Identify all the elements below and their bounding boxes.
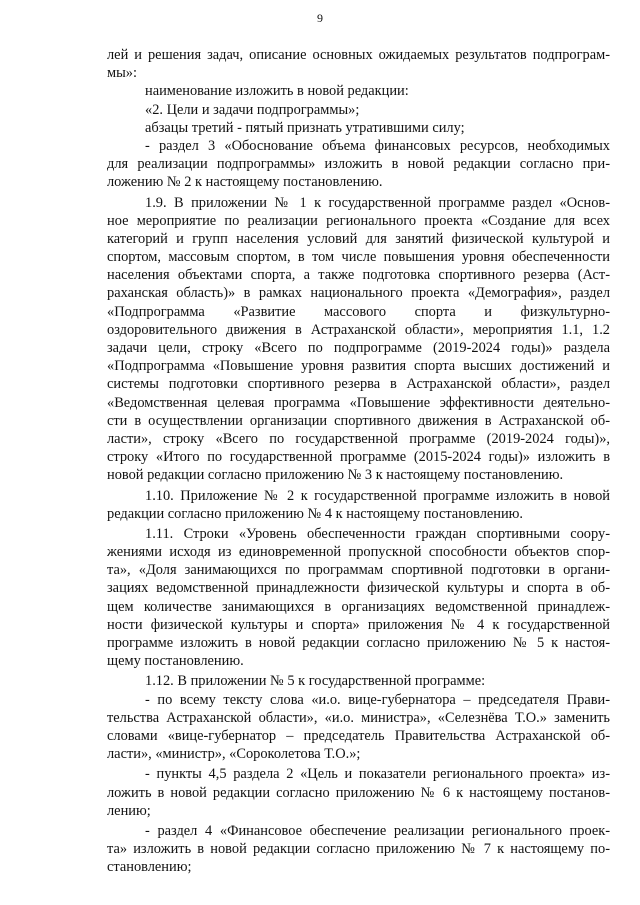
- text-line: ное мероприятие по реализации регионального проекта «Создание для всех: [107, 212, 610, 229]
- text-line: абзацы третий - пятый признать утратившими силу;: [145, 119, 465, 136]
- text-line: «Ведомственная целевая программа «Повышение эффективности деятельно-: [107, 394, 610, 411]
- text-line: мы»:: [107, 65, 137, 82]
- text-line: для реализации подпрограммы» изложить в новой редакции согласно при-: [107, 156, 610, 173]
- text-line: населения объектами спорта, а также подготовка спортивного резерва (Аст-: [107, 267, 610, 284]
- text-line: новой редакции согласно приложению № 3 к настоящему постановлению.: [107, 467, 564, 484]
- text-line: сти в осуществлении организации спортивного движения в Астраханской об-: [107, 412, 610, 429]
- text-line: ности физической культуры и спорта» приложения № 4 к государственной: [107, 616, 610, 633]
- page-number: 9: [317, 11, 323, 25]
- text-line: становлению;: [107, 859, 192, 876]
- text-line: 1.10. Приложение № 2 к государственной программе изложить в новой: [145, 487, 610, 504]
- text-line: тельства Астраханской области», «и.о. министра», «Селезнёва Т.О.» заменить: [107, 709, 610, 726]
- text-line: щему постановлению.: [107, 653, 244, 670]
- text-line: редакции согласно приложению № 4 к настоящему постановлению.: [107, 505, 524, 522]
- text-line: - раздел 3 «Обоснование объема финансовых ресурсов, необходимых: [145, 137, 610, 154]
- text-line: спортом, массовым спортом, в том числе повышения уровня обеспеченности: [107, 249, 610, 266]
- text-line: та» изложить в новой редакции согласно приложению № 7 к настоящему по-: [107, 841, 610, 858]
- text-line: лению;: [107, 802, 151, 819]
- text-line: щем количестве занимающихся в организациях ведомственной принадлеж-: [107, 598, 610, 615]
- text-line: 1.11. Строки «Уровень обеспеченности граждан спортивными соору-: [145, 525, 610, 542]
- text-line: «Подпрограмма «Развитие массового спорта и физкультурно-: [107, 303, 610, 320]
- document-body: [107, 46, 610, 876]
- text-line: жениями исходя из единовременной пропускной способности объектов спор-: [107, 544, 610, 561]
- text-line: - по всему тексту слова «и.о. вице-губернатора – председателя Прави-: [145, 691, 610, 708]
- text-line: ложить в новой редакции согласно приложению № 6 к настоящему постанов-: [107, 784, 610, 801]
- text-line: - пункты 4,5 раздела 2 «Цель и показатели регионального проекта» из-: [145, 766, 610, 783]
- text-line: системы подготовки спортивного резерва в Астраханской области», раздел: [107, 376, 610, 393]
- text-line: задачи цели, строку «Всего по подпрограмме (2019-2024 годы)» раздела: [107, 340, 610, 356]
- text-line: программе изложить в новой редакции согласно приложению № 5 к настоя-: [107, 635, 610, 651]
- text-line: - раздел 4 «Финансовое обеспечение реализации регионального проек-: [145, 822, 610, 839]
- text-line: «Подпрограмма «Повышение уровня развития спорта высших достижений и: [107, 358, 610, 375]
- text-line: оздоровительного движения в Астраханской области», мероприятия 1.1, 1.2: [107, 321, 610, 338]
- text-line: словами «вице-губернатор – председатель Правительства Астраханской об-: [107, 727, 610, 744]
- text-line: зациях ведомственной принадлежности физической культуры и спорта в об-: [107, 580, 610, 597]
- text-line: категорий и групп населения условий для занятий физической культурой и: [107, 230, 610, 247]
- text-line: 1.9. В приложении № 1 к государственной программе раздел «Основ-: [145, 194, 610, 211]
- text-line: строку «Итого по государственной программе (2015-2024 годы)» изложить в: [107, 449, 610, 466]
- text-line: наименование изложить в новой редакции:: [145, 83, 409, 100]
- text-line: та», «Доля занимающихся по программам спортивной подготовки в органи-: [107, 562, 610, 579]
- text-line: 1.12. В приложении № 5 к государственной программе:: [145, 673, 486, 690]
- text-line: ложению № 2 к настоящему постановлению.: [107, 174, 383, 191]
- text-line: ласти», «министр», «Сороколетова Т.О.»;: [107, 746, 361, 763]
- text-line: раханская область)» в рамках национального проекта «Демография», раздел: [107, 285, 610, 302]
- text-line: «2. Цели и задачи подпрограммы»;: [145, 101, 360, 118]
- text-line: ласти», строку «Всего по государственной программе (2019-2024 годы)»,: [107, 430, 610, 447]
- text-line: лей и решения задач, описание основных ожидаемых результатов подпрограм-: [107, 47, 610, 63]
